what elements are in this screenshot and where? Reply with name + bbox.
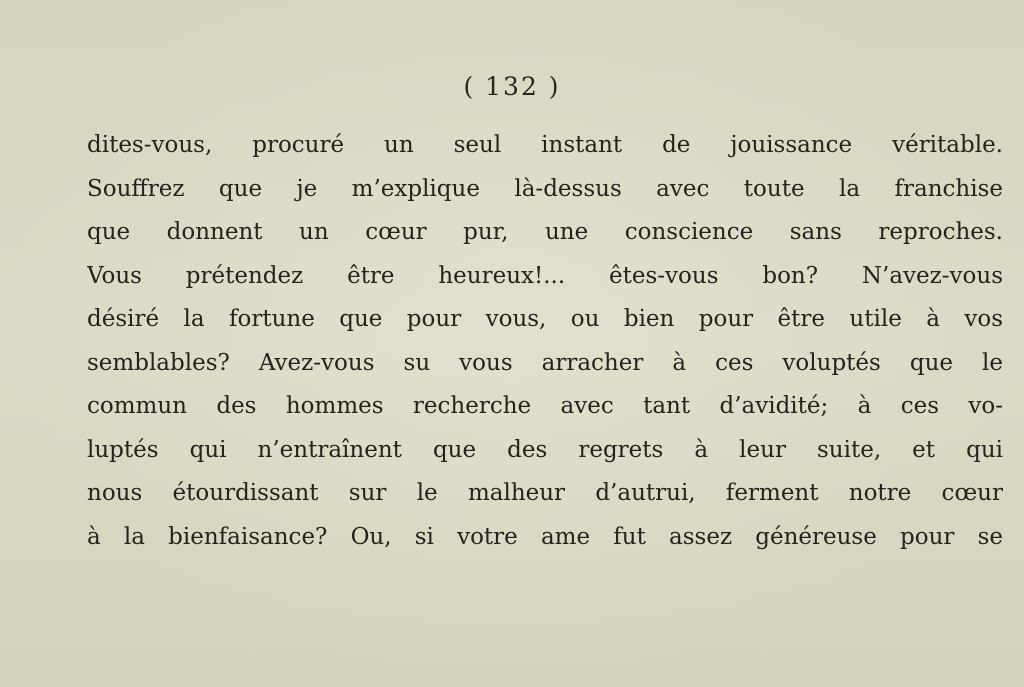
page-number: ( 132 ) bbox=[463, 72, 561, 101]
text-line: désiré la fortune que pour vous, ou bien pour être utile à vos bbox=[87, 306, 1003, 332]
text-line: Vous prétendez être heureux!... êtes-vous bon? N’avez-vous bbox=[87, 262, 1003, 289]
text-line: Souffrez que je m’explique là-dessus avec toute la franchise bbox=[87, 175, 1003, 202]
text-line: dites-vous, procuré un seul instant de jouissance véritable. bbox=[87, 132, 1003, 158]
text-line: luptés qui n’entraînent que des regrets à leur suite, et qui bbox=[87, 436, 1003, 463]
text-line: commun des hommes recherche avec tant d’avidité; à ces vo- bbox=[87, 393, 1003, 419]
page-body-text bbox=[87, 124, 1003, 559]
text-line: semblables? Avez-vous su vous arracher à ces voluptés que le bbox=[87, 349, 1003, 376]
text-line: que donnent un cœur pur, une conscience sans reproches. bbox=[87, 219, 1003, 245]
text-line: à la bienfaisance? Ou, si votre ame fut assez généreuse pour se bbox=[87, 523, 1003, 550]
text-line: nous étourdissant sur le malheur d’autrui, ferment notre cœur bbox=[87, 480, 1003, 506]
